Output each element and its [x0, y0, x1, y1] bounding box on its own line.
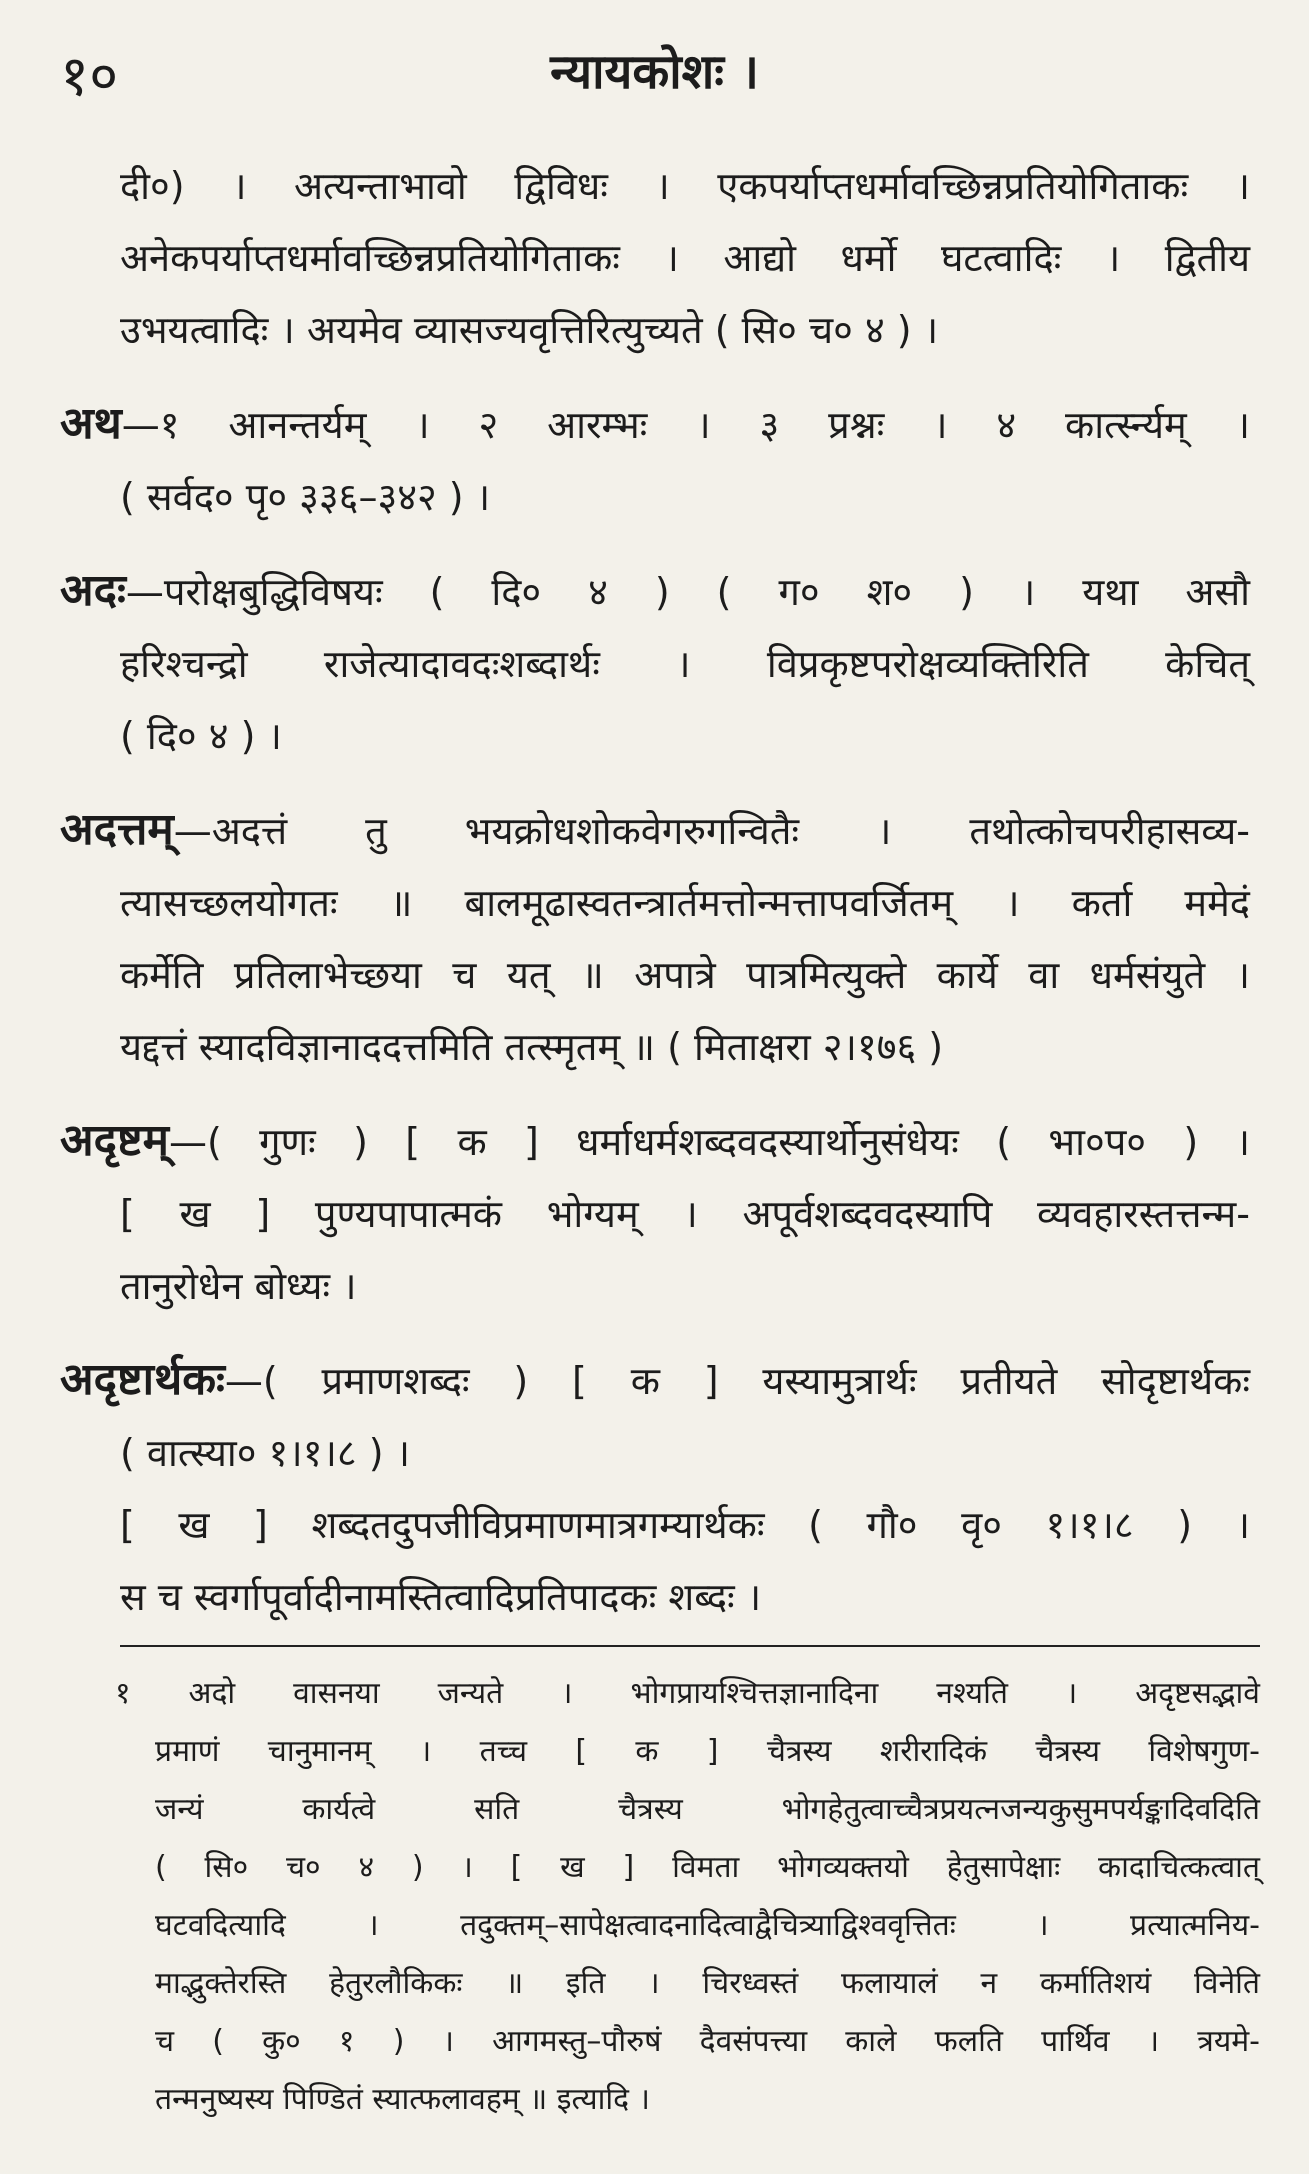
entry-adattam [60, 794, 1250, 1083]
entry-headword: अदः [60, 565, 126, 616]
text-line: स च स्वर्गापूर्वादीनामस्तित्वादिप्रतिपादकः शब्दः । [120, 1575, 762, 1619]
entry-first-line [60, 555, 1250, 628]
text-line: अनेकपर्याप्तधर्मावच्छिन्नप्रतियोगिताकः । आद्यो धर्मो घटत्वादिः । द्वितीय [120, 236, 1250, 280]
text-line: त्यासच्छलयोगतः ॥ बालमूढास्वतन्त्रार्तमत्तोन्मत्तापवर्जितम् । कर्ता ममेदं [120, 881, 1250, 925]
text-line: ( वात्स्या० १।१।८ ) । [120, 1431, 411, 1475]
entry-headword: अदृष्टम् [60, 1115, 169, 1166]
text-line: [ ख ] पुण्यपापात्मकं भोग्यम् । अपूर्वशब्दवदस्यापि व्यवहारस्तत्तन्म- [120, 1192, 1250, 1236]
page-header [60, 36, 1249, 116]
entry-adrishtam [60, 1105, 1250, 1322]
footnote-line: घटवदित्यादि । तदुक्तम्–सापेक्षत्वादनादित्वाद्वैचित्र्याद्विश्ववृत्तितः । प्रत्यात्मनिय- [155, 1908, 1260, 1943]
entry-headword: अदृष्टार्थकः [60, 1354, 225, 1405]
page-body [60, 150, 1250, 1655]
footnote-line: जन्यं कार्यत्वे सति चैत्रस्य भोगहेतुत्वाच्चैत्रप्रयत्नजन्यकुसुमपर्यङ्कादिवदिति [155, 1792, 1260, 1827]
entry-text: —१ आनन्तर्यम् । २ आरम्भः । ३ प्रश्नः । ४ कार्त्स्न्यम् । [121, 403, 1250, 447]
entry-text: —( प्रमाणशब्दः ) [ क ] यस्यामुत्रार्थः प्रतीयते सोदृष्टार्थकः [224, 1359, 1250, 1403]
text-line: ( सर्वद० पृ० ३३६–३४२ ) । [120, 475, 491, 519]
text-line: [ ख ] शब्दतदुपजीविप्रमाणमात्रगम्यार्थकः ( गौ० वृ० १।१।८ ) । [120, 1503, 1250, 1547]
footnote-line: ( सि० च० ४ ) । [ ख ] विमता भोगव्यक्तयो हेतुसापेक्षाः कादाचित्कत्वात् [155, 1850, 1260, 1885]
text-line: यद्दत्तं स्यादविज्ञानाददत्तमिति तत्स्मृतम् ॥ ( मिताक्षरा २।१७६ ) [120, 1025, 944, 1069]
entry-headword: अथ [60, 398, 122, 449]
footnote-line: १ अदो वासनया जन्यते । भोगप्रायश्चित्तज्ञानादिना नश्यति । अदृष्टसद्भावे [115, 1676, 1260, 1711]
entry-first-line [60, 1344, 1250, 1417]
text-line: हरिश्चन्द्रो राजेत्यादावदःशब्दार्थः । विप्रकृष्टपरोक्षव्यक्तिरिति केचित् [120, 642, 1250, 686]
entry-first-line [60, 794, 1250, 867]
entry-text: —( गुणः ) [ क ] धर्माधर्मशब्दवदस्यार्थोनुसंधेयः ( भा०प० ) । [169, 1120, 1250, 1164]
entry-text: —परोक्षबुद्धिविषयः ( दि० ४ ) ( ग० श० ) । यथा असौ [125, 570, 1250, 614]
footnote-block [115, 1665, 1260, 2129]
entry-atha [60, 388, 1250, 533]
footnote-line: तन्मनुष्यस्य पिण्डितं स्यात्फलावहम् ॥ इत्यादि । [155, 2082, 650, 2117]
footnote-line: माद्भुक्तेरस्ति हेतुरलौकिकः ॥ इति । चिरध्वस्तं फलायालं न कर्मातिशयं विनेति [155, 1966, 1260, 2001]
footnote-line: च ( कु० १ ) । आगमस्तु–पौरुषं दैवसंपत्त्या काले फलति पार्थिव । त्रयमे- [155, 2024, 1260, 2059]
footnote-line: प्रमाणं चानुमानम् । तच्च [ क ] चैत्रस्य शरीरादिकं चैत्रस्य विशेषगुण- [155, 1734, 1260, 1769]
entry-first-line [60, 388, 1250, 461]
running-title: न्यायकोशः । [550, 44, 759, 100]
text-line: कर्मेति प्रतिलाभेच्छया च यत् ॥ अपात्रे पात्रमित्युक्ते कार्ये वा धर्मसंयुते । [120, 953, 1250, 997]
entry-continuation [60, 150, 1250, 366]
footnote-divider [120, 1645, 1260, 1647]
text-line: दी०) । अत्यन्ताभावो द्विविधः । एकपर्याप्तधर्मावच्छिन्नप्रतियोगिताकः । [120, 164, 1250, 208]
text-line: ( दि० ४ ) । [120, 714, 282, 758]
entry-adah [60, 555, 1250, 772]
entry-first-line [60, 1105, 1250, 1178]
text-line: तानुरोधेन बोध्यः । [120, 1264, 357, 1308]
page-number: १० [60, 44, 119, 109]
entry-headword: अदत्तम् [60, 804, 174, 855]
entry-adrishtarthakah [60, 1344, 1250, 1633]
entry-text: —अदत्तं तु भयक्रोधशोकवेगरुगन्वितैः । तथोत्कोचपरीहासव्य- [173, 809, 1250, 853]
text-line: उभयत्वादिः । अयमेव व्यासज्यवृत्तिरित्युच्यते ( सि० च० ४ ) । [120, 308, 939, 352]
